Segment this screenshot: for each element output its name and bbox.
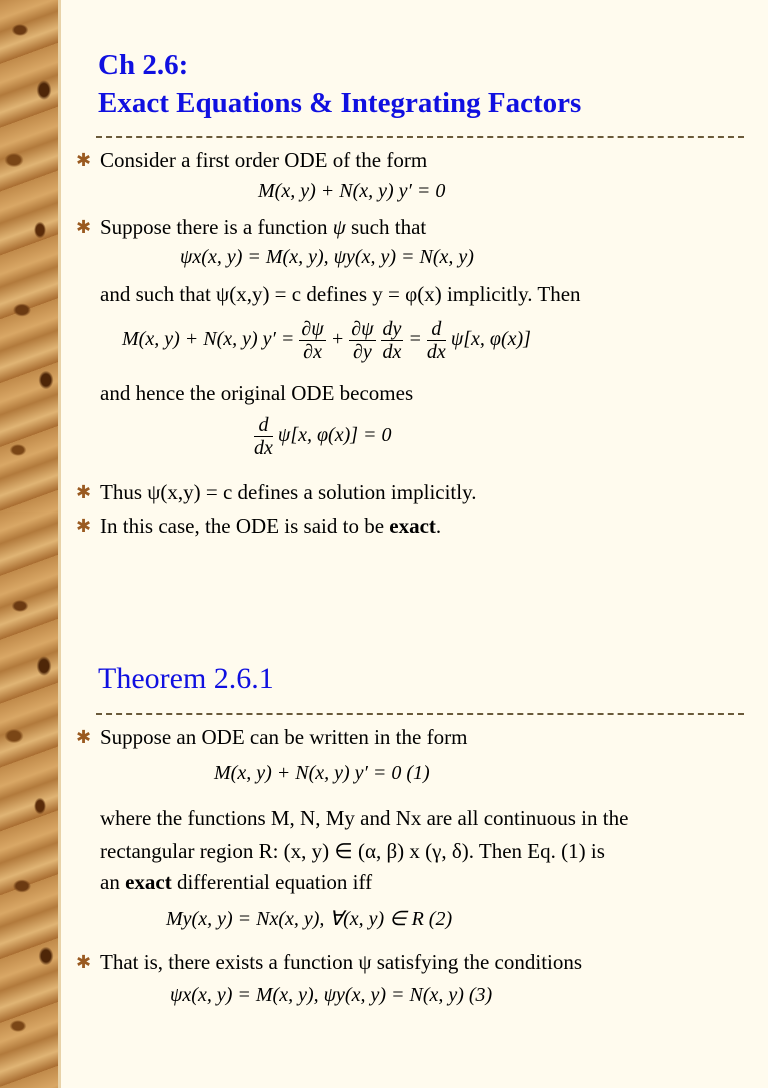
star-bullet-icon: ✱ <box>76 727 92 747</box>
equation-chain-rule: M(x, y) + N(x, y) y′ = $\frac{\partial\psi}{\partial x}$ + $\frac{\partial\psi}{\partial y}$ $\frac{dy}{dx}$ = $\frac{d}{dx}$ ψ[x, φ(x)] <box>122 318 531 363</box>
equation-psi-conditions: ψx(x, y) = M(x, y), ψy(x, y) = N(x, y) <box>180 246 474 268</box>
slide1-title <box>98 46 581 122</box>
equation-total-derivative: $\frac{d}{dx}$ ψ[x, φ(x)] = 0 <box>254 414 392 459</box>
decorative-wood-border <box>0 0 61 512</box>
text-line: and hence the original ODE becomes <box>100 381 414 405</box>
text-line: rectangular region R: (x, y) ∈ (α, β) x (γ, δ). Then Eq. (1) is <box>100 839 605 863</box>
title-divider <box>96 136 744 138</box>
star-bullet-icon: ✱ <box>76 516 92 536</box>
star-bullet-icon: ✱ <box>76 217 92 237</box>
bullet-text: Thus ψ(x,y) = c defines a solution implicitly. <box>100 480 477 504</box>
title-line-2: Exact Equations & Integrating Factors <box>98 87 582 119</box>
bullet-text: Consider a first order ODE of the form <box>100 148 428 172</box>
bullet-text: Suppose an ODE can be written in the form <box>100 725 468 749</box>
decorative-wood-border-gap <box>0 512 61 576</box>
text-line: and such that ψ(x,y) = c defines y = φ(x) implicitly. Then <box>100 282 581 306</box>
star-bullet-icon: ✱ <box>76 150 92 170</box>
equation-ode: M(x, y) + N(x, y) y′ = 0 <box>258 180 446 202</box>
equation-2: My(x, y) = Nx(x, y), ∀(x, y) ∈ R (2) <box>166 908 453 930</box>
bullet-text: That is, there exists a function ψ satisfying the conditions <box>100 950 583 974</box>
equation-3: ψx(x, y) = M(x, y), ψy(x, y) = N(x, y) (3) <box>170 984 493 1006</box>
bullet-text: In this case, the ODE is said to be exact. <box>100 514 442 538</box>
text-line: an exact differential equation iff <box>100 870 373 894</box>
slide2-title: Theorem 2.6.1 <box>98 662 274 695</box>
title-line-1: Ch 2.6: <box>98 49 189 81</box>
star-bullet-icon: ✱ <box>76 952 92 972</box>
text-line: where the functions M, N, My and Nx are all continuous in the <box>100 806 629 830</box>
slide-2 <box>0 576 768 1088</box>
title-divider-2 <box>96 713 744 715</box>
bullet-text: Suppose there is a function ψ such that <box>100 215 427 239</box>
star-bullet-icon: ✱ <box>76 482 92 502</box>
decorative-wood-border-2 <box>0 576 61 1088</box>
equation-1: M(x, y) + N(x, y) y′ = 0 (1) <box>214 762 430 784</box>
